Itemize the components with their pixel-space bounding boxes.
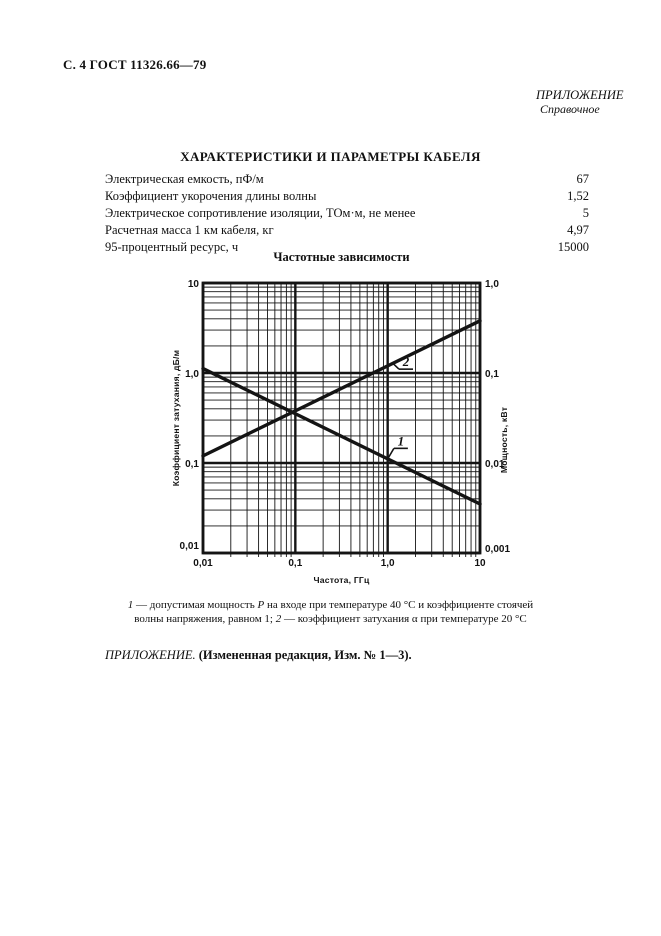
y-right-tick-label: 0,01	[485, 459, 505, 470]
x-axis-title: Частота, ГГц	[313, 575, 370, 585]
parameter-value: 15000	[557, 240, 589, 254]
page-header: С. 4 ГОСТ 11326.66—79	[63, 57, 207, 72]
frequency-chart-svg	[158, 270, 526, 592]
parameter-label: Электрическое сопротивление изоляции, ТОм·м, не менее	[105, 206, 416, 220]
text-segment: Р	[257, 599, 265, 611]
text-segment: 1	[127, 599, 134, 611]
x-tick-label: 10	[474, 558, 486, 569]
text-segment: 2	[275, 612, 282, 625]
parameter-value: 67	[576, 172, 589, 186]
parameter-value: 1,52	[567, 189, 589, 203]
series-label-1: 1	[397, 433, 405, 449]
caption-line-1	[70, 599, 591, 613]
plot-border	[203, 283, 480, 553]
footer-note	[105, 648, 412, 663]
series-label-2: 2	[402, 354, 410, 370]
y-right-tick-label: 1,0	[485, 279, 499, 290]
chart-caption	[70, 599, 591, 626]
parameter-row	[105, 188, 589, 205]
y-right-tick-label: 0,001	[485, 544, 511, 555]
parameter-label: Расчетная масса 1 км кабеля, кг	[105, 223, 274, 237]
series-label-leader	[393, 363, 399, 369]
parameter-value: 4,97	[567, 223, 589, 237]
frequency-chart	[158, 270, 526, 592]
y-left-tick-label: 10	[187, 279, 199, 290]
text-segment: — допустимая мощность	[133, 599, 258, 611]
y-left-tick-label: 1,0	[185, 369, 199, 380]
x-tick-label: 0,01	[193, 558, 213, 569]
chart-grid	[203, 283, 480, 557]
chart-title: Частотные зависимости	[273, 250, 410, 264]
parameter-label: 95-процентный ресурс, ч	[105, 240, 239, 254]
parameter-row	[105, 222, 589, 239]
appendix-label: ПРИЛОЖЕНИЕ	[536, 88, 624, 102]
parameter-value: 5	[582, 206, 589, 220]
y-right-axis-title: Мощность, кВт	[499, 406, 509, 474]
text-segment: — коэффициент затухания α при температуре 20 °С	[281, 612, 527, 625]
caption-line-2	[70, 613, 591, 627]
x-tick-label: 1,0	[380, 558, 395, 569]
parameter-label: Коэффициент укорочения длины волны	[105, 189, 317, 203]
text-segment: (Измененная редакция, Изм. № 1—3).	[198, 648, 412, 662]
y-left-tick-label: 0,1	[185, 459, 199, 470]
appendix-block	[536, 88, 623, 116]
y-right-tick-label: 0,1	[485, 369, 499, 380]
appendix-sub-label: Справочное	[540, 102, 600, 116]
parameter-list	[105, 171, 589, 256]
document-title: ХАРАКТЕРИСТИКИ И ПАРАМЕТРЫ КАБЕЛЯ	[180, 149, 481, 164]
parameter-label: Электрическая емкость, пФ/м	[105, 172, 264, 186]
text-segment: ПРИЛОЖЕНИЕ.	[105, 648, 199, 662]
parameter-row	[105, 171, 589, 188]
y-left-axis-title: Коэффициент затухания, дБ/м	[171, 349, 181, 487]
text-segment: волны напряжения, равном 1;	[134, 612, 276, 625]
y-left-tick-label: 0,01	[179, 541, 199, 552]
text-segment: на входе при температуре 40 °С и коэффициенте стоячей	[264, 599, 534, 611]
x-tick-label: 0,1	[288, 558, 303, 569]
parameter-row	[105, 205, 589, 222]
